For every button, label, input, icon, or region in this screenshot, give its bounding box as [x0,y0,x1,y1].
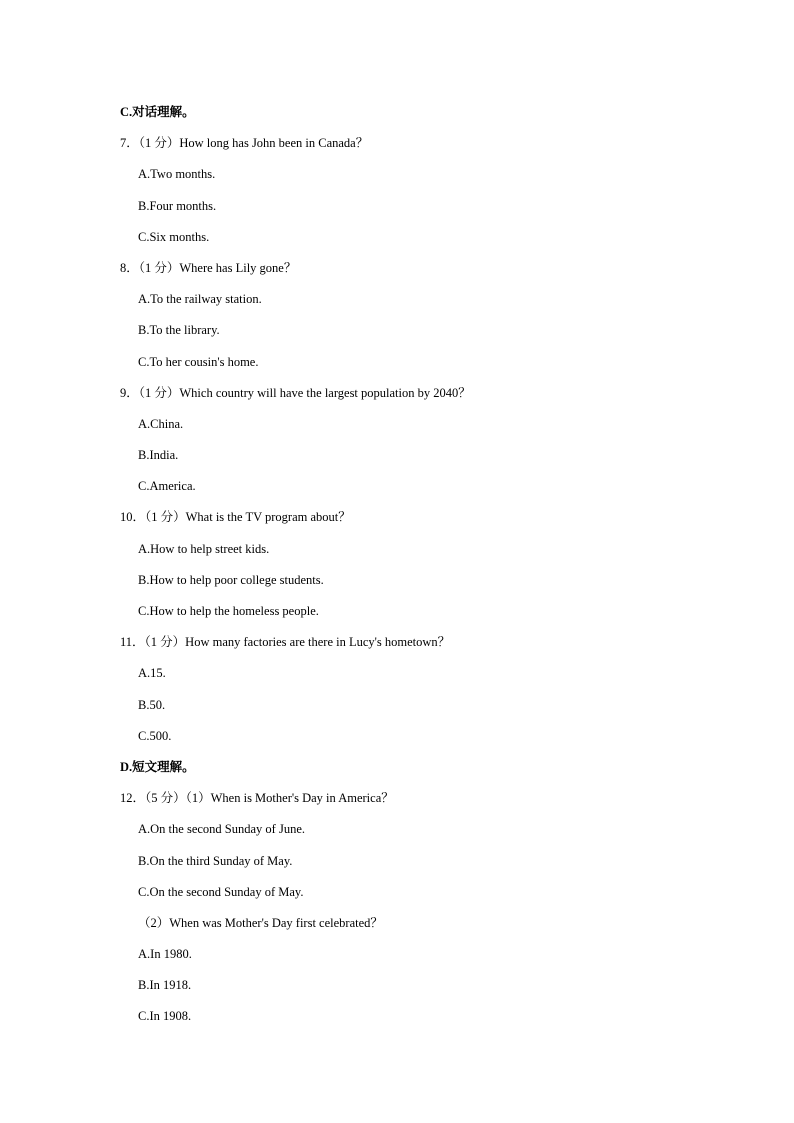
question-9-option-a: A.China. [138,416,184,431]
question-10-option-a: A.How to help street kids. [138,541,270,556]
question-12-1-option-c: C.On the second Sunday of May. [138,884,304,899]
question-12-2: （2）When was Mother's Day first celebrated？ [138,915,383,930]
question-12-1-option-a: A.On the second Sunday of June. [138,822,305,837]
question-8-option-a: A.To the railway station. [138,292,262,307]
question-8-option-c: C.To her cousin's home. [138,354,259,369]
question-10: 10．（1 分）What is the TV program about？ [120,510,351,525]
question-12-1-option-b: B.On the third Sunday of May. [138,853,293,868]
question-9-option-c: C.America. [138,479,196,494]
question-7-option-c: C.Six months. [138,229,210,244]
question-12-2-option-a: A.In 1980. [138,947,192,962]
question-7: 7．（1 分）How long has John been in Canada？ [120,136,369,151]
question-11-option-a: A.15. [138,666,166,681]
section-title: C.对话理解。 [120,105,195,119]
question-10-option-b: B.How to help poor college students. [138,572,324,587]
question-8: 8．（1 分）Where has Lily gone？ [120,260,297,275]
section-title: D.短文理解。 [120,759,195,774]
question-12: 12．（5 分）（1）When is Mother's Day in America？ [120,791,394,806]
question-11: 11．（1 分）How many factories are there in Lucy's hometown？ [120,635,451,650]
question-9: 9．（1 分）Which country will have the largest population by 2040？ [120,385,471,400]
question-7-option-a: A.Two months. [138,167,216,182]
question-10-option-c: C.How to help the homeless people. [138,604,319,618]
question-12-2-option-c: C.In 1908. [138,1009,192,1024]
question-8-option-b: B.To the library. [138,323,220,338]
document-content [120,103,720,1039]
question-11-option-c: C.500. [138,728,172,743]
question-11-option-b: B.50. [138,697,166,712]
question-7-option-b: B.Four months. [138,198,217,213]
question-12-2-option-b: B.In 1918. [138,978,192,993]
question-9-option-b: B.India. [138,448,179,463]
